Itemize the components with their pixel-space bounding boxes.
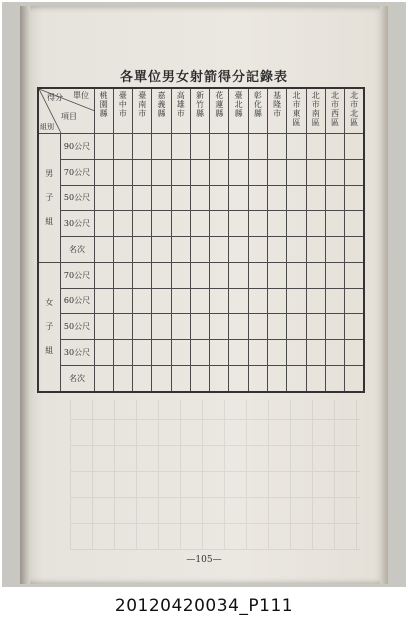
score-cell xyxy=(190,262,209,288)
table-row xyxy=(38,134,364,160)
unit-header: 北市東區 xyxy=(287,88,306,134)
score-cell xyxy=(210,339,229,365)
score-cell xyxy=(268,288,287,314)
score-cell xyxy=(229,288,248,314)
score-cell xyxy=(210,185,229,211)
score-cell xyxy=(171,134,190,160)
score-cell xyxy=(248,185,267,211)
table-row xyxy=(38,365,364,392)
item-label: 名次 xyxy=(60,237,94,263)
item-label: 50公尺 xyxy=(60,185,94,211)
score-cell xyxy=(229,339,248,365)
score-cell xyxy=(171,159,190,185)
score-cell xyxy=(152,134,171,160)
score-cell xyxy=(306,339,325,365)
score-cell xyxy=(268,185,287,211)
score-cell xyxy=(325,262,344,288)
score-cell xyxy=(210,237,229,263)
score-cell xyxy=(113,339,132,365)
unit-header: 桃園縣 xyxy=(94,88,113,134)
score-cell xyxy=(113,288,132,314)
score-cell xyxy=(152,185,171,211)
score-cell xyxy=(345,185,364,211)
table-row xyxy=(38,314,364,340)
score-cell xyxy=(345,339,364,365)
score-cell xyxy=(306,211,325,237)
score-cell xyxy=(152,237,171,263)
score-cell xyxy=(210,159,229,185)
table-row xyxy=(38,159,364,185)
group-label: 男子組 xyxy=(45,168,54,226)
score-cell xyxy=(113,185,132,211)
score-cell xyxy=(268,237,287,263)
score-cell xyxy=(325,185,344,211)
unit-header: 彰化縣 xyxy=(248,88,267,134)
table-row xyxy=(38,339,364,365)
score-cell xyxy=(325,237,344,263)
score-cell xyxy=(325,288,344,314)
corner-label-score: 得分 xyxy=(47,93,63,102)
score-cell xyxy=(268,339,287,365)
unit-header: 北市西區 xyxy=(325,88,344,134)
score-cell xyxy=(248,339,267,365)
score-cell xyxy=(345,262,364,288)
score-cell xyxy=(113,134,132,160)
score-cell xyxy=(248,288,267,314)
score-cell xyxy=(287,288,306,314)
score-cell xyxy=(190,288,209,314)
score-cell xyxy=(306,237,325,263)
score-cell xyxy=(287,262,306,288)
score-cell xyxy=(345,134,364,160)
score-cell xyxy=(133,365,152,392)
score-cell xyxy=(287,314,306,340)
score-cell xyxy=(229,211,248,237)
score-cell xyxy=(94,237,113,263)
page-fore-edge xyxy=(380,6,388,584)
table-title: 各單位男女射箭得分記錄表 xyxy=(119,70,288,85)
table-header-row xyxy=(38,88,364,134)
score-cell xyxy=(306,314,325,340)
item-label: 60公尺 xyxy=(60,288,94,314)
score-cell xyxy=(171,288,190,314)
score-cell xyxy=(306,159,325,185)
item-label: 名次 xyxy=(60,365,94,392)
item-label: 30公尺 xyxy=(60,339,94,365)
score-cell xyxy=(229,185,248,211)
score-cell xyxy=(345,365,364,392)
score-cell xyxy=(171,185,190,211)
score-cell xyxy=(113,262,132,288)
score-cell xyxy=(268,314,287,340)
unit-header: 北市北區 xyxy=(345,88,364,134)
page-gutter xyxy=(20,6,30,584)
image-caption: 20120420034_P111 xyxy=(114,596,294,616)
table-row xyxy=(38,185,364,211)
score-cell xyxy=(287,185,306,211)
score-cell xyxy=(94,288,113,314)
score-cell xyxy=(248,134,267,160)
score-cell xyxy=(133,159,152,185)
unit-header: 臺南市 xyxy=(133,88,152,134)
score-cell xyxy=(190,314,209,340)
score-cell xyxy=(152,211,171,237)
score-cell xyxy=(113,365,132,392)
score-cell xyxy=(94,159,113,185)
score-cell xyxy=(229,134,248,160)
score-cell xyxy=(113,159,132,185)
score-cell xyxy=(210,134,229,160)
unit-header: 臺中市 xyxy=(113,88,132,134)
score-cell xyxy=(190,237,209,263)
score-cell xyxy=(287,339,306,365)
score-cell xyxy=(133,339,152,365)
score-cell xyxy=(152,262,171,288)
score-cell xyxy=(152,159,171,185)
score-cell xyxy=(268,159,287,185)
score-cell xyxy=(190,159,209,185)
score-cell xyxy=(306,185,325,211)
table-corner-cell xyxy=(38,88,94,134)
score-cell xyxy=(229,237,248,263)
corner-label-unit: 單位 xyxy=(73,91,89,100)
score-cell xyxy=(325,365,344,392)
score-cell xyxy=(325,211,344,237)
score-cell xyxy=(345,211,364,237)
score-cell xyxy=(248,365,267,392)
score-cell xyxy=(94,365,113,392)
table-row xyxy=(38,288,364,314)
group-label: 女子組 xyxy=(45,297,54,355)
score-cell xyxy=(325,314,344,340)
score-cell xyxy=(190,339,209,365)
score-cell xyxy=(113,237,132,263)
item-label: 50公尺 xyxy=(60,314,94,340)
score-cell xyxy=(210,262,229,288)
score-cell xyxy=(94,262,113,288)
score-cell xyxy=(287,211,306,237)
score-cell xyxy=(306,262,325,288)
score-cell xyxy=(229,314,248,340)
score-cell xyxy=(190,134,209,160)
score-table xyxy=(37,87,365,393)
score-cell xyxy=(133,185,152,211)
score-cell xyxy=(94,185,113,211)
score-cell xyxy=(268,365,287,392)
score-cell xyxy=(113,211,132,237)
score-cell xyxy=(306,288,325,314)
score-cell xyxy=(171,314,190,340)
group-label-cell xyxy=(38,262,60,392)
table-row xyxy=(38,262,364,288)
score-cell xyxy=(152,365,171,392)
score-cell xyxy=(210,365,229,392)
score-cell xyxy=(171,211,190,237)
page-number: —105— xyxy=(186,555,222,565)
item-label: 30公尺 xyxy=(60,211,94,237)
score-cell xyxy=(306,134,325,160)
score-cell xyxy=(152,339,171,365)
score-cell xyxy=(345,314,364,340)
score-cell xyxy=(248,237,267,263)
score-cell xyxy=(190,185,209,211)
score-cell xyxy=(248,262,267,288)
score-cell xyxy=(94,339,113,365)
score-cell xyxy=(268,134,287,160)
score-cell xyxy=(133,211,152,237)
score-cell xyxy=(94,314,113,340)
score-cell xyxy=(248,314,267,340)
item-label: 70公尺 xyxy=(60,159,94,185)
score-cell xyxy=(345,288,364,314)
score-cell xyxy=(171,339,190,365)
score-cell xyxy=(113,314,132,340)
table-body xyxy=(38,134,364,393)
score-cell xyxy=(345,237,364,263)
score-cell xyxy=(152,288,171,314)
score-cell xyxy=(133,288,152,314)
score-cell xyxy=(210,211,229,237)
score-cell xyxy=(133,237,152,263)
score-cell xyxy=(171,365,190,392)
score-cell xyxy=(306,365,325,392)
unit-header: 新竹縣 xyxy=(190,88,209,134)
score-cell xyxy=(287,134,306,160)
score-cell xyxy=(94,211,113,237)
unit-header: 臺北縣 xyxy=(229,88,248,134)
item-label: 70公尺 xyxy=(60,262,94,288)
score-cell xyxy=(190,365,209,392)
score-cell xyxy=(210,314,229,340)
score-cell xyxy=(287,237,306,263)
score-cell xyxy=(133,262,152,288)
score-cell xyxy=(171,237,190,263)
unit-header: 花蓮縣 xyxy=(210,88,229,134)
score-cell xyxy=(210,288,229,314)
unit-header: 嘉義縣 xyxy=(152,88,171,134)
unit-header: 高雄市 xyxy=(171,88,190,134)
score-cell xyxy=(229,365,248,392)
score-cell xyxy=(287,365,306,392)
score-table-wrapper xyxy=(37,87,365,393)
score-cell xyxy=(268,211,287,237)
score-cell xyxy=(229,159,248,185)
score-cell xyxy=(325,134,344,160)
score-cell xyxy=(229,262,248,288)
score-cell xyxy=(325,339,344,365)
score-cell xyxy=(190,211,209,237)
group-label-cell xyxy=(38,134,60,263)
score-cell xyxy=(133,314,152,340)
score-cell xyxy=(268,262,287,288)
bleed-through-texture xyxy=(70,400,360,550)
score-cell xyxy=(171,262,190,288)
score-cell xyxy=(152,314,171,340)
corner-label-item: 項目 xyxy=(61,112,77,121)
table-row xyxy=(38,237,364,263)
score-cell xyxy=(133,134,152,160)
table-row xyxy=(38,211,364,237)
item-label: 90公尺 xyxy=(60,134,94,160)
unit-header: 基隆市 xyxy=(268,88,287,134)
unit-header: 北市南區 xyxy=(306,88,325,134)
score-cell xyxy=(248,159,267,185)
score-cell xyxy=(287,159,306,185)
score-cell xyxy=(345,159,364,185)
score-cell xyxy=(248,211,267,237)
score-cell xyxy=(325,159,344,185)
corner-label-group: 組別 xyxy=(40,123,54,131)
score-cell xyxy=(94,134,113,160)
